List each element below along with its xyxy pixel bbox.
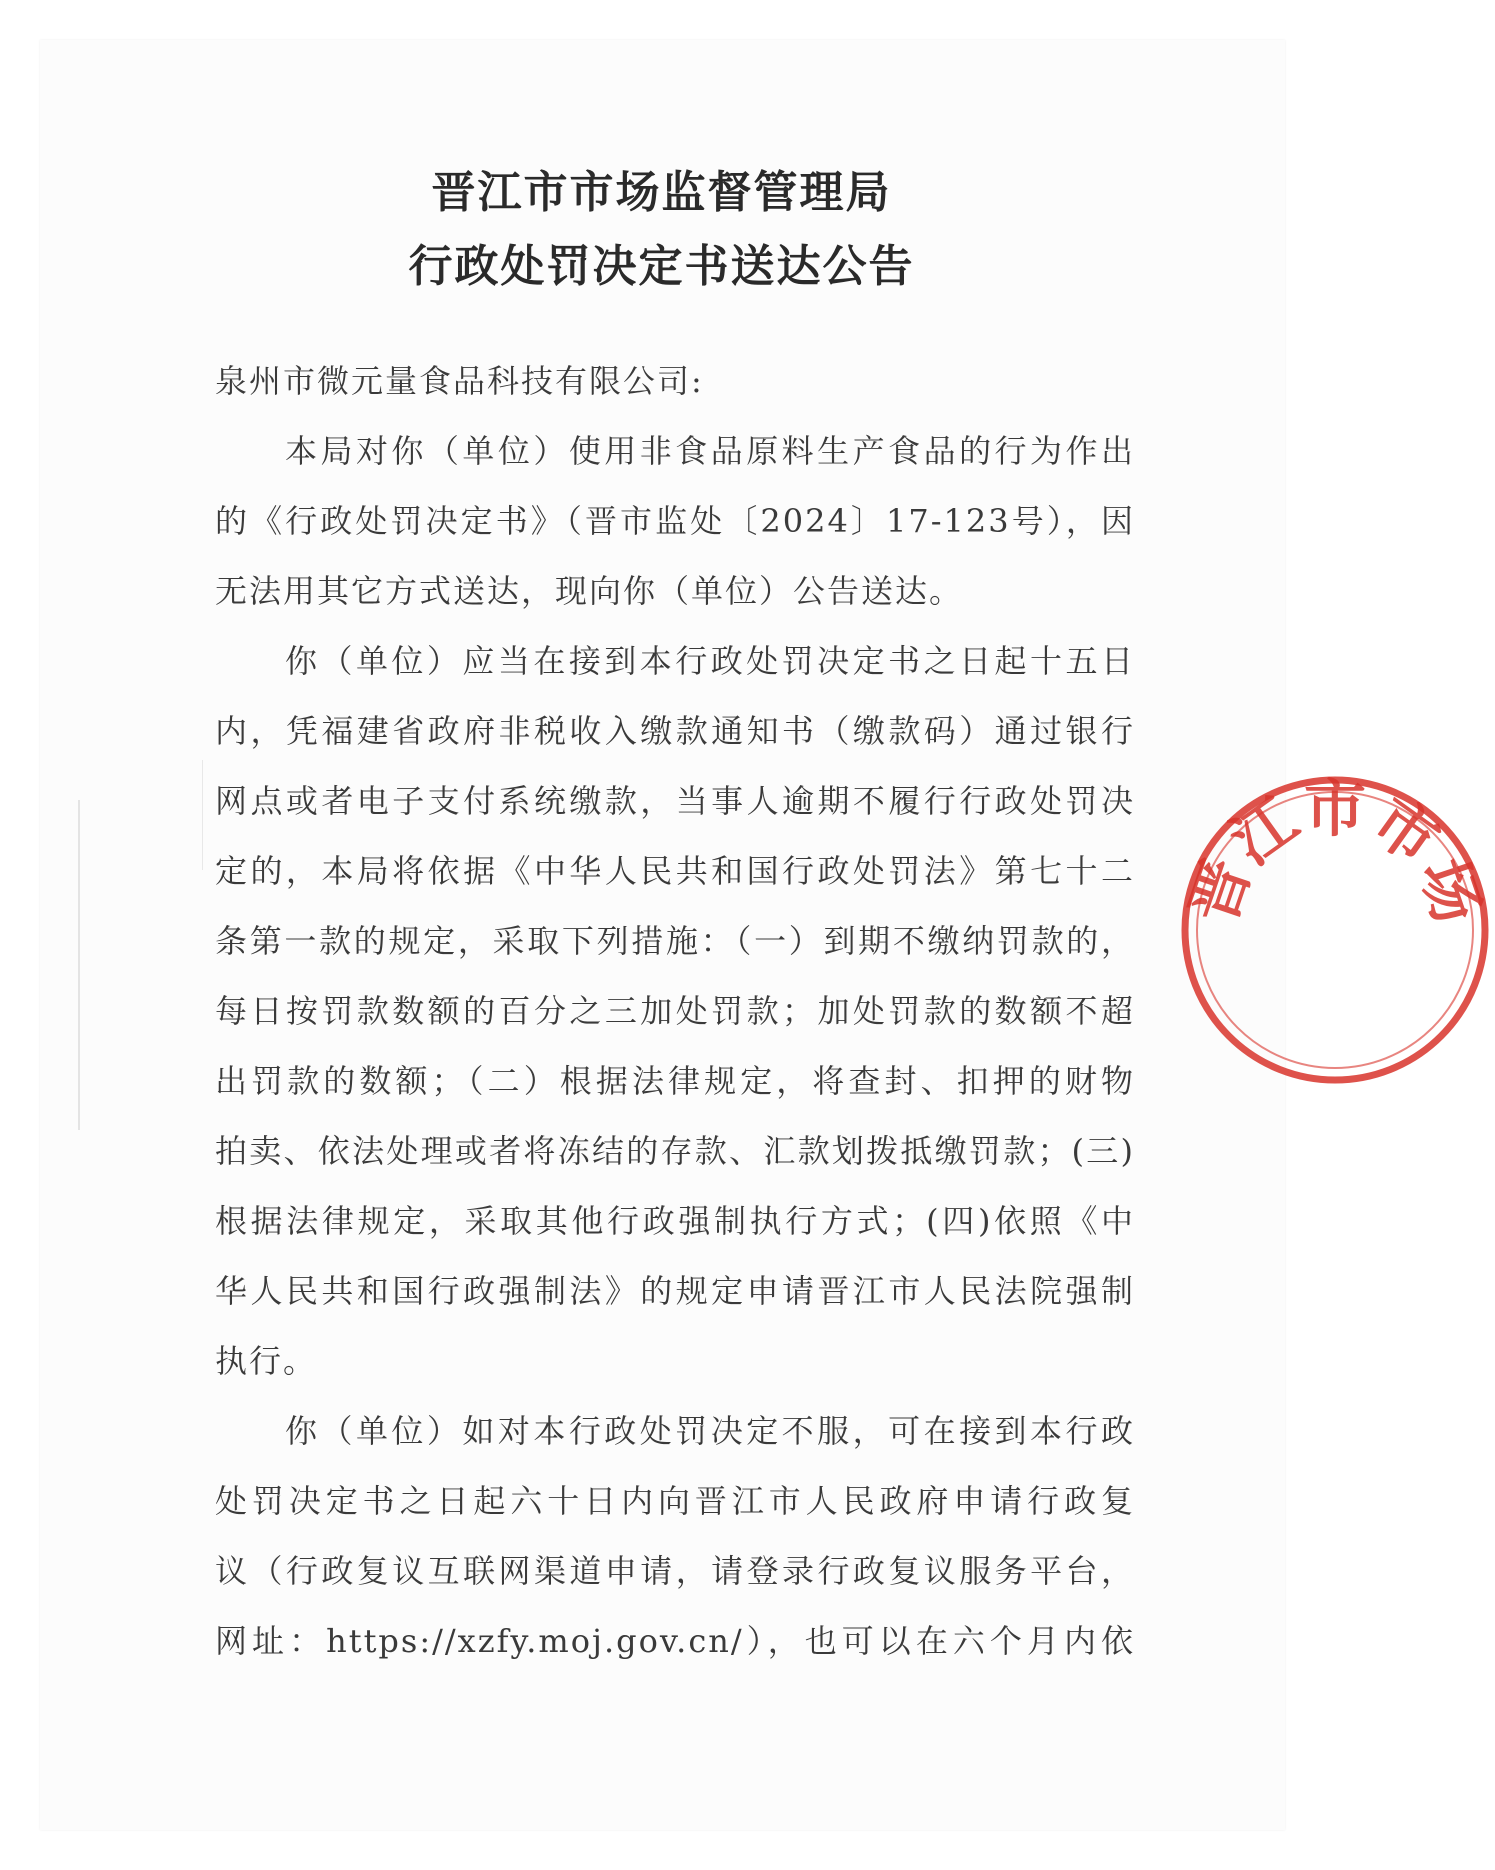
body-line: 网点或者电子支付系统缴款，当事人逾期不履行行政处罚决 <box>215 782 1135 820</box>
body-line: 拍卖、依法处理或者将冻结的存款、汇款划拨抵缴罚款；(三) <box>215 1132 1135 1170</box>
body-line: 你（单位）应当在接到本行政处罚决定书之日起十五日 <box>285 642 1135 680</box>
scan-edge-shadow <box>202 760 203 870</box>
seal-text: 晋江市市场 <box>1175 772 1495 933</box>
body-line: 议（行政复议互联网渠道申请，请登录行政复议服务平台， <box>215 1552 1135 1590</box>
document-body <box>215 346 1135 1676</box>
document-subtitle: 行政处罚决定书送达公告 <box>408 241 915 292</box>
official-seal-icon <box>1175 770 1495 1090</box>
body-line: 网址：https://xzfy.moj.gov.cn/），也可以在六个月内依 <box>215 1622 1135 1660</box>
body-line: 根据法律规定，采取其他行政强制执行方式；(四)依照《中 <box>215 1202 1135 1240</box>
body-line: 每日按罚款数额的百分之三加处罚款；加处罚款的数额不超 <box>215 992 1135 1030</box>
document-title: 晋江市市场监督管理局 <box>431 167 892 218</box>
body-line: 处罚决定书之日起六十日内向晋江市人民政府申请行政复 <box>215 1482 1135 1520</box>
body-line: 你（单位）如对本行政处罚决定不服，可在接到本行政 <box>285 1412 1135 1450</box>
body-line: 出罚款的数额；（二）根据法律规定，将查封、扣押的财物 <box>215 1062 1135 1100</box>
body-line: 内，凭福建省政府非税收入缴款通知书（缴款码）通过银行 <box>215 712 1135 750</box>
body-line: 华人民共和国行政强制法》的规定申请晋江市人民法院强制 <box>215 1272 1135 1310</box>
body-line: 执行。 <box>215 1342 318 1380</box>
body-line: 定的，本局将依据《中华人民共和国行政处罚法》第七十二 <box>215 852 1135 890</box>
addressee-line: 泉州市微元量食品科技有限公司: <box>215 362 704 400</box>
body-line: 的《行政处罚决定书》（晋市监处〔2024〕17-123号），因 <box>215 502 1135 540</box>
body-line: 无法用其它方式送达，现向你（单位）公告送达。 <box>215 572 964 610</box>
scan-edge-shadow <box>78 800 80 1130</box>
body-line: 条第一款的规定，采取下列措施：（一）到期不缴纳罚款的， <box>215 922 1135 960</box>
body-line: 本局对你（单位）使用非食品原料生产食品的行为作出 <box>285 432 1135 470</box>
